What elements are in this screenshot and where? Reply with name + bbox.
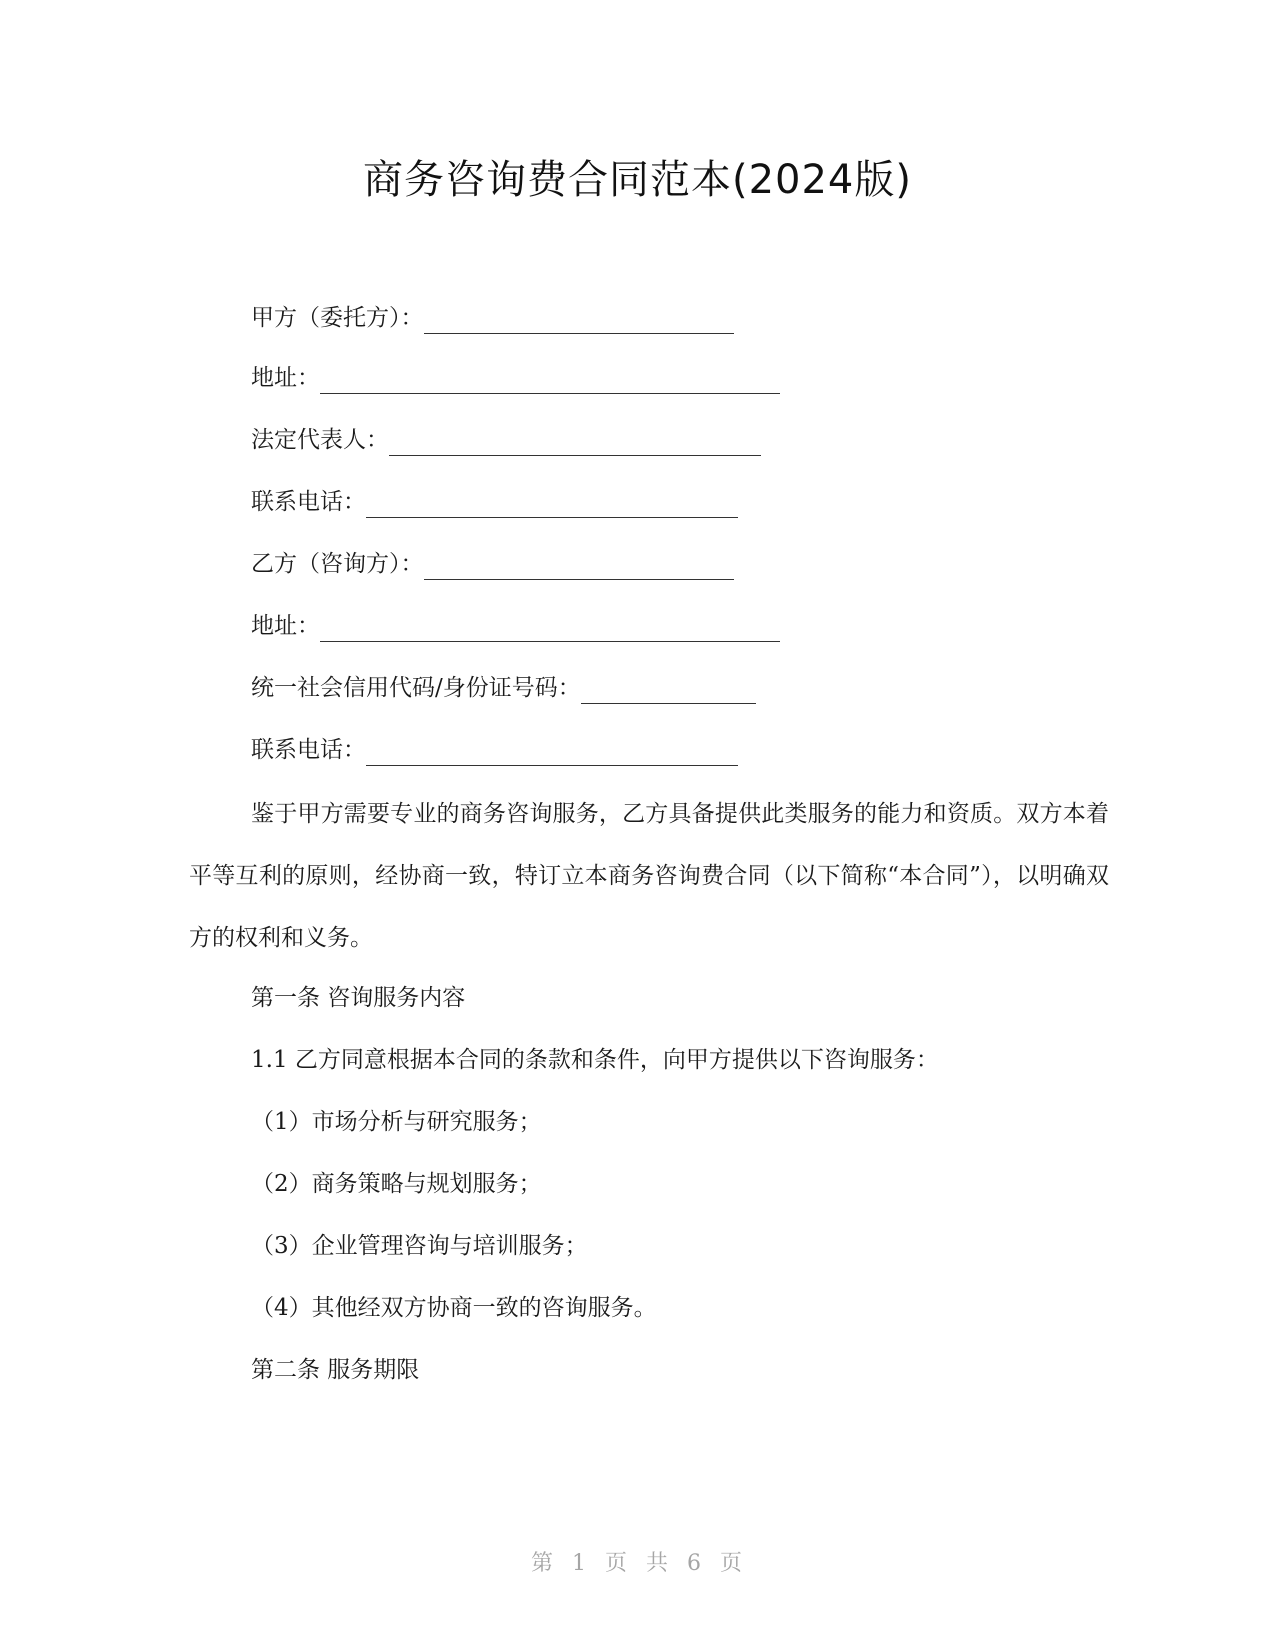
- party-b-address-label: 地址：: [251, 613, 320, 639]
- service-item-4: （4）其他经双方协商一致的咨询服务。: [251, 1295, 657, 1321]
- party-b-credit-code-row: [251, 672, 756, 704]
- clause-1-1: 1.1 乙方同意根据本合同的条款和条件，向甲方提供以下咨询服务：: [251, 1047, 939, 1073]
- service-item-3: （3）企业管理咨询与培训服务；: [251, 1233, 588, 1259]
- party-b-credit-code-label: 统一社会信用代码/身份证号码：: [251, 675, 581, 701]
- party-b-name-row: [251, 548, 734, 580]
- party-a-phone-label: 联系电话：: [251, 489, 366, 515]
- party-b-phone-label: 联系电话：: [251, 737, 366, 763]
- preamble-paragraph: 鉴于甲方需要专业的商务咨询服务，乙方具备提供此类服务的能力和资质。双方本着平等互利的原则，经协商一致，特订立本商务咨询费合同（以下简称“本合同”），以明确双方的权利和义务。: [189, 801, 1109, 951]
- party-a-legal-rep-field[interactable]: [389, 431, 761, 456]
- party-a-address-label: 地址：: [251, 365, 320, 391]
- article-1-heading: 第一条 咨询服务内容: [251, 985, 466, 1011]
- party-a-address-field[interactable]: [320, 369, 780, 394]
- party-a-name-row: [251, 302, 734, 334]
- party-a-phone-row: [251, 486, 738, 518]
- party-a-legal-rep-row: [251, 424, 761, 456]
- party-b-phone-field[interactable]: [366, 741, 738, 766]
- service-item-1: （1）市场分析与研究服务；: [251, 1109, 542, 1135]
- document-title: 商务咨询费合同范本(2024版): [362, 157, 912, 203]
- party-a-legal-rep-label: 法定代表人：: [251, 427, 389, 453]
- party-b-name-field[interactable]: [424, 555, 734, 580]
- party-a-address-row: [251, 362, 780, 394]
- party-a-name-field[interactable]: [424, 309, 734, 334]
- party-b-phone-row: [251, 734, 738, 766]
- party-a-phone-field[interactable]: [366, 493, 738, 518]
- party-b-address-row: [251, 610, 780, 642]
- party-b-name-label: 乙方（咨询方）：: [251, 551, 424, 577]
- party-b-credit-code-field[interactable]: [581, 679, 756, 704]
- article-2-heading: 第二条 服务期限: [251, 1357, 420, 1383]
- party-b-address-field[interactable]: [320, 617, 780, 642]
- party-a-name-label: 甲方（委托方）：: [251, 305, 424, 331]
- page-indicator: 第 1 页 共 6 页: [531, 1551, 744, 1576]
- service-item-2: （2）商务策略与规划服务；: [251, 1171, 542, 1197]
